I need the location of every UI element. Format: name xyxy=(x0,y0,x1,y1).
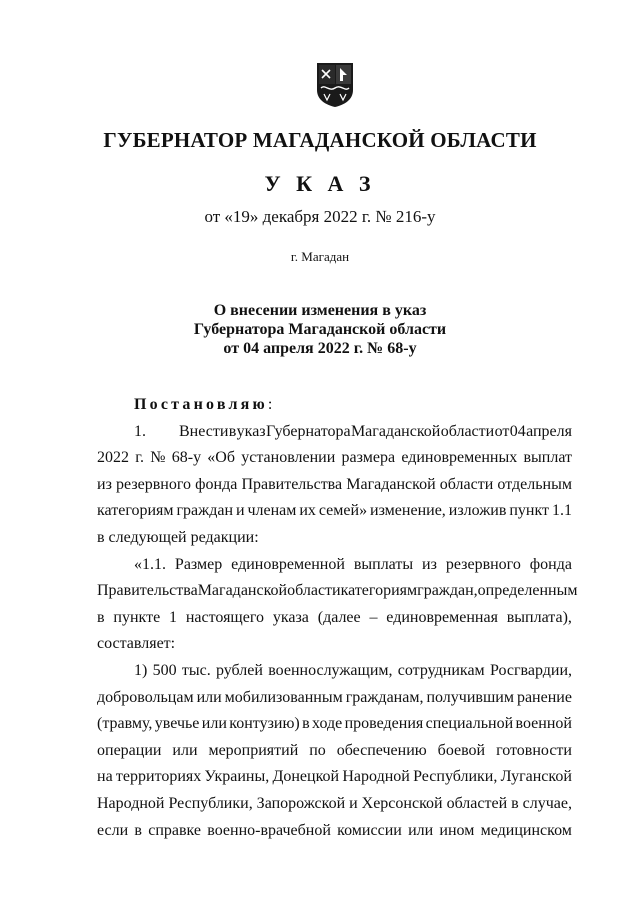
word: в xyxy=(97,608,105,626)
word: или xyxy=(196,688,222,706)
word: области xyxy=(440,422,495,440)
word: изменение, xyxy=(370,502,446,520)
word: специальной xyxy=(425,715,514,733)
word: резервного xyxy=(116,475,192,493)
word: сотрудникам xyxy=(397,661,485,679)
body-line xyxy=(97,658,572,685)
body-line xyxy=(97,419,572,446)
word: Украины, xyxy=(204,768,270,786)
paragraph-number: 1. xyxy=(134,422,146,440)
body-line xyxy=(97,498,572,525)
word: «Об xyxy=(207,449,235,467)
body-line xyxy=(97,605,572,632)
word: Республики, xyxy=(168,794,253,812)
word: граждан xyxy=(176,502,234,520)
word: г. xyxy=(135,449,144,467)
word: из xyxy=(422,555,437,573)
word: военно-врачебной xyxy=(207,821,331,839)
word: Народной xyxy=(97,794,165,812)
body-line xyxy=(97,445,572,472)
word: 68-у xyxy=(171,449,202,467)
word: 1) xyxy=(134,661,148,679)
word: обеспечению xyxy=(336,741,427,759)
word: областей xyxy=(446,794,508,812)
word: единовременная xyxy=(386,608,498,626)
word: Магаданской xyxy=(197,582,288,600)
word: Внести xyxy=(179,422,229,440)
word: на xyxy=(97,768,113,786)
body-line xyxy=(97,631,572,658)
body-line xyxy=(97,472,572,499)
word: операции xyxy=(97,741,162,759)
word: из xyxy=(97,475,112,493)
word: пункт xyxy=(509,502,550,520)
word: Народной xyxy=(342,768,410,786)
word: Запорожской xyxy=(256,794,346,812)
word: Губернатора xyxy=(265,422,351,440)
word: в xyxy=(134,821,142,839)
word: территориях xyxy=(115,768,202,786)
word: составляет: xyxy=(97,635,176,653)
word: граждан, xyxy=(417,582,478,600)
word: № xyxy=(150,449,166,467)
decree-body xyxy=(97,392,578,844)
word: готовности xyxy=(496,741,572,759)
word: тыс. xyxy=(181,661,211,679)
word: контузию) xyxy=(229,715,300,733)
word: Правительства xyxy=(97,582,198,600)
body-line xyxy=(97,552,572,579)
word: комиссии xyxy=(337,821,402,839)
word: если xyxy=(97,821,129,839)
word: «1.1. xyxy=(134,555,166,573)
word: справке xyxy=(148,821,202,839)
word: по xyxy=(309,741,326,759)
word: 1.1 xyxy=(551,502,572,520)
word: выплата), xyxy=(506,608,572,626)
word: проведения xyxy=(344,715,424,733)
word: Донецкой xyxy=(272,768,340,786)
word: изложив xyxy=(448,502,507,520)
word: от xyxy=(494,422,510,440)
document-type: У К А З xyxy=(264,171,376,196)
word: фонда xyxy=(195,475,238,493)
word: военнослужащим, xyxy=(268,661,393,679)
word: (травму, xyxy=(97,715,153,733)
word: (далее xyxy=(317,608,361,626)
word: в следующей редакции: xyxy=(97,528,259,546)
word: Магаданской xyxy=(350,422,441,440)
word: выплаты xyxy=(353,555,414,573)
word: единовременной xyxy=(231,555,345,573)
word: установлении xyxy=(241,449,336,467)
word: ином xyxy=(439,821,475,839)
word: Магаданской xyxy=(346,475,436,493)
word: и xyxy=(235,502,245,520)
word: выплат xyxy=(523,449,572,467)
word: медицинском xyxy=(480,821,572,839)
word: указ xyxy=(236,422,266,440)
word: 04 xyxy=(509,422,526,440)
body-line xyxy=(97,711,572,738)
subject-line: Губернатора Магаданской области xyxy=(193,321,447,338)
word: Правительства xyxy=(241,475,343,493)
body-line xyxy=(97,525,572,552)
word: или xyxy=(172,741,198,759)
date-number-line: от «19» декабря 2022 г. № 216-у xyxy=(204,207,436,226)
coat-of-arms-icon xyxy=(316,62,354,108)
word: Республики, xyxy=(413,768,498,786)
word: в xyxy=(302,715,310,733)
word: отдельным xyxy=(497,475,572,493)
word: Размер xyxy=(174,555,223,573)
word: категориям xyxy=(97,502,174,520)
word: мероприятий xyxy=(208,741,299,759)
word: ходе xyxy=(312,715,343,733)
word: получившим xyxy=(426,688,514,706)
word: фонда xyxy=(529,555,572,573)
word: военной xyxy=(515,715,572,733)
word: случае, xyxy=(522,794,572,812)
word: Херсонской xyxy=(361,794,443,812)
word: Росгвардии, xyxy=(489,661,572,679)
word: указа xyxy=(272,608,309,626)
word: мобилизованным xyxy=(224,688,343,706)
body-line xyxy=(97,764,572,791)
word: области xyxy=(439,475,494,493)
word: размера xyxy=(341,449,396,467)
word: определенным xyxy=(477,582,578,600)
word: Луганской xyxy=(500,768,572,786)
word: пункте xyxy=(113,608,161,626)
word: или xyxy=(201,715,227,733)
body-line xyxy=(97,791,572,818)
word: или xyxy=(408,821,434,839)
word: боевой xyxy=(437,741,486,759)
word: области xyxy=(287,582,341,600)
word: в xyxy=(511,794,519,812)
word: 2022 xyxy=(97,449,129,467)
body-line xyxy=(97,738,572,765)
word: категориям xyxy=(340,582,418,600)
city-name: г. Магадан xyxy=(290,249,350,264)
word: 500 xyxy=(152,661,177,679)
word: их xyxy=(299,502,316,520)
body-line xyxy=(97,578,578,605)
word: настоящего xyxy=(185,608,265,626)
word: – xyxy=(369,608,378,626)
word: членам xyxy=(247,502,297,520)
word: добровольцам xyxy=(97,688,194,706)
word: рублей xyxy=(215,661,263,679)
postanovlyayu-word: Постановляю xyxy=(134,396,268,413)
postanovlyayu-heading xyxy=(97,392,572,419)
word: 1 xyxy=(169,608,177,626)
subject-line: от 04 апреля 2022 г. № 68-у xyxy=(223,340,417,357)
body-line xyxy=(97,818,572,845)
word: гражданам, xyxy=(345,688,424,706)
body-line xyxy=(97,685,572,712)
word: семей» xyxy=(318,502,368,520)
word: в xyxy=(228,422,237,440)
decree-subject xyxy=(0,301,640,358)
word: увечье xyxy=(154,715,200,733)
postanovlyayu-colon: : xyxy=(267,396,273,413)
issuer-title: ГУБЕРНАТОР МАГАДАНСКОЙ ОБЛАСТИ xyxy=(103,128,537,152)
body-lines xyxy=(97,419,578,845)
word: и xyxy=(349,794,358,812)
word: резервного xyxy=(445,555,521,573)
word: апреля xyxy=(526,422,572,440)
subject-line: О внесении изменения в указ xyxy=(213,302,427,319)
word: единовременных xyxy=(401,449,518,467)
word: ранение xyxy=(516,688,572,706)
